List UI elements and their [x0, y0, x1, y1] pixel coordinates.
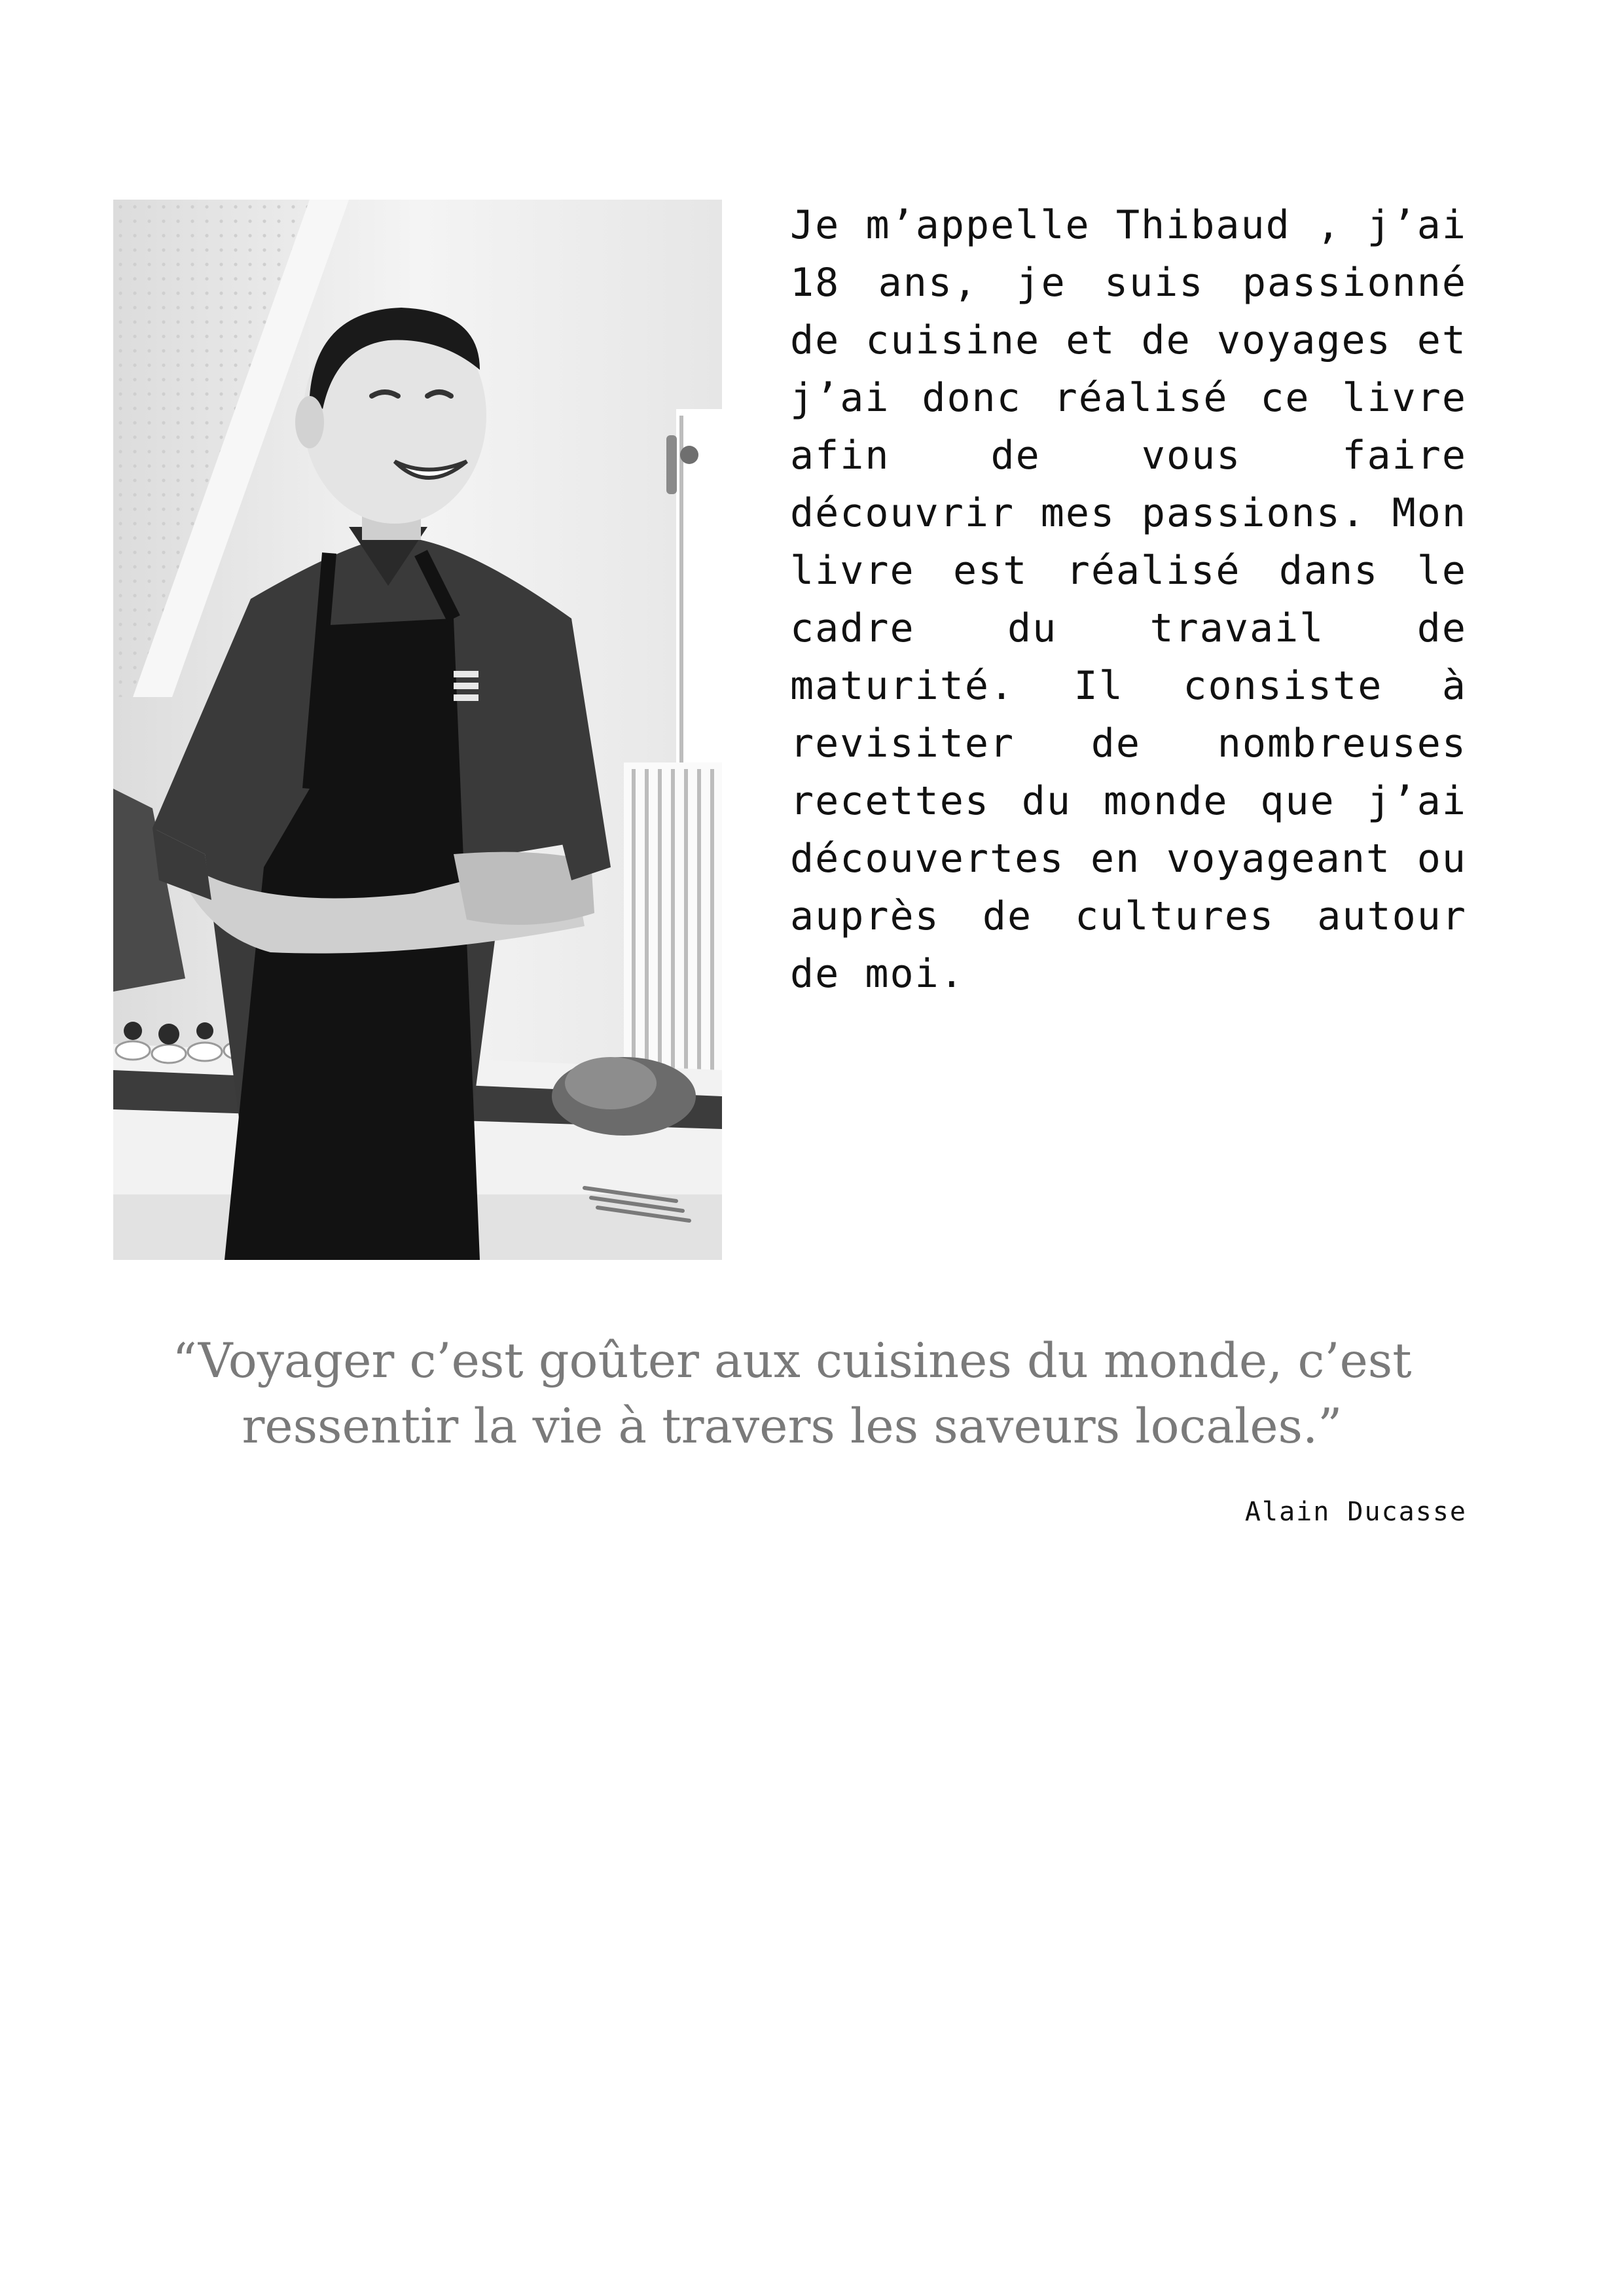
- quote-text: “Voyager c’est goûter aux cuisines du monde, c’est ressentir la vie à travers les saveurs locales.”: [172, 1333, 1412, 1454]
- intro-paragraph: Je m’appelle Thibaud , j’ai 18 ans, je suis passionné de cuisine et de voyages et j’ai donc réalisé ce livre afin de vous faire découvrir mes passions. Mon livre est réalisé dans le cadre du travail de maturité. Il consiste à revisiter de nombreuses recettes du monde que j’ai découvertes en voyageant ou auprès de cultures autour de moi.: [790, 202, 1467, 997]
- quote-author: Alain Ducasse: [1244, 1497, 1467, 1527]
- portrait-photo: [113, 200, 722, 1260]
